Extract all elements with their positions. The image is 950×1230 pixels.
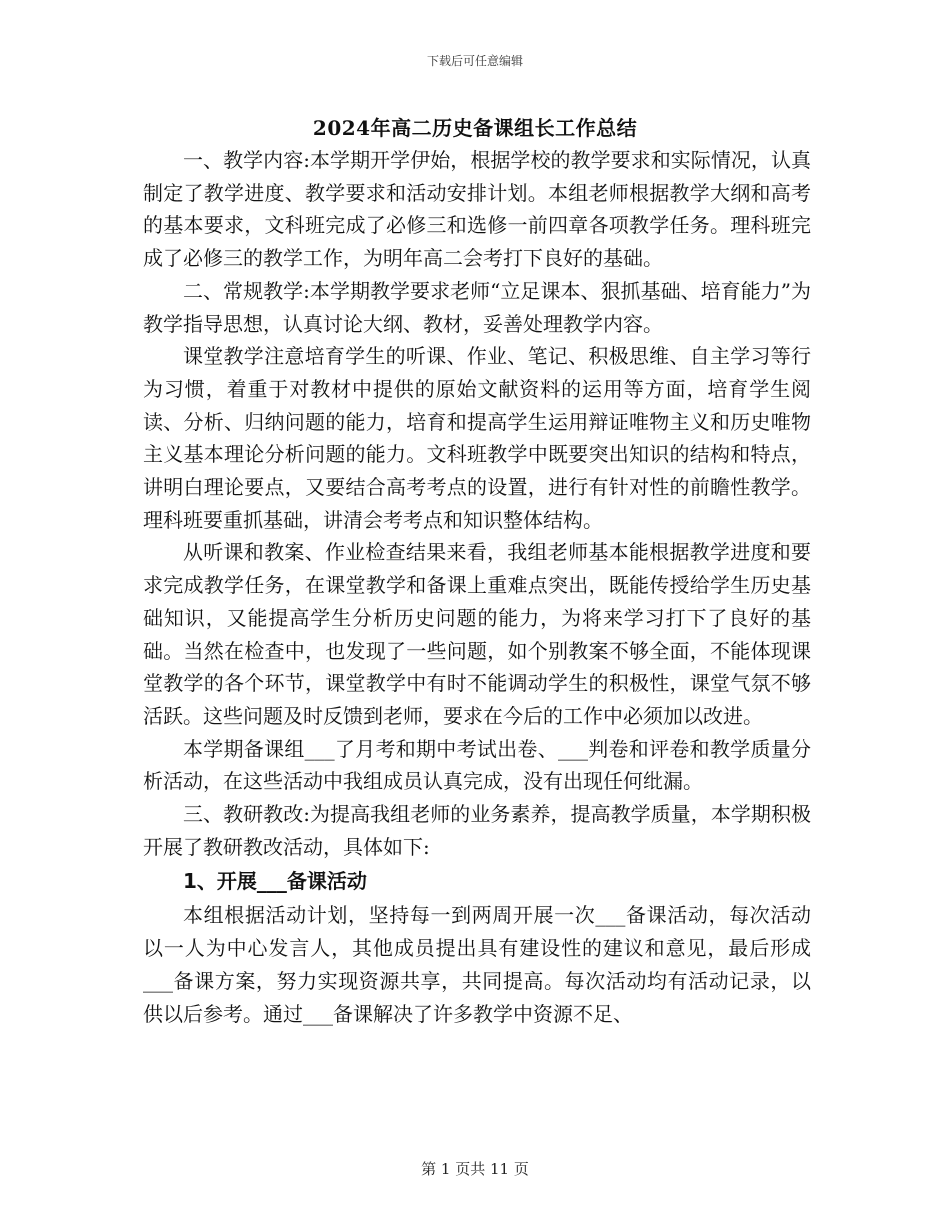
page-header-note: 下载后可任意编辑 xyxy=(426,54,523,68)
paragraph-inspection-results: 从听课和教案、作业检查结果来看，我组老师基本能根据教学进度和要求完成教学任务，在课堂教学和备课上重难点突出，既能传授给学生历史基础知识，又能提高学生分析历史问题的能力，为将来学习打下了良好的基础。当然在检查中，也发现了一些问题，如个别教案不够全面，不能体现课堂教学的各个环节，课堂教学中有时不能调动学生的积极性，课堂气氛不够活跃。这些问题及时反馈到老师，要求在今后的工作中必须加以改进。 xyxy=(143,540,811,728)
document-body xyxy=(143,144,811,1030)
paragraph-routine-teaching: 二、常规教学:本学期教学要求老师“立足课本、狠抓基础、培育能力”为教学指导思想，认真讨论大纲、教材，妥善处理教学内容。 xyxy=(143,278,811,336)
document-title: 2024年高二历史备课组长工作总结 xyxy=(312,116,638,140)
paragraph-exam-activities: 本学期备课组___了月考和期中考试出卷、___判卷和评卷和教学质量分析活动，在这些活动中我组成员认真完成，没有出现任何纰漏。 xyxy=(143,736,811,794)
paragraph-teaching-content: 一、教学内容:本学期开学伊始，根据学校的教学要求和实际情况，认真制定了教学进度、教学要求和活动安排计划。本组老师根据教学大纲和高考的基本要求，文科班完成了必修三和选修一前四章各项教学任务。理科班完成了必修三的教学工作，为明年高二会考打下良好的基础。 xyxy=(143,148,811,271)
page-number: 第 1 页共 11 页 xyxy=(421,1160,529,1178)
paragraph-research-reform: 三、教研教改:为提高我组老师的业务素养，提高教学质量，本学期积极开展了教研教改活动，具体如下: xyxy=(143,802,811,859)
section-subheading: 1、开展___备课活动 xyxy=(183,869,367,894)
paragraph-collective-prep: 本组根据活动计划，坚持每一到两周开展一次___备课活动，每次活动以一人为中心发言人，其他成员提出具有建设性的建议和意见，最后形成___备课方案，努力实现资源共享，共同提高。每次活动均有活动记录，以供以后参考。通过___备课解决了许多教学中资源不足、 xyxy=(143,903,811,1026)
paragraph-classroom-teaching: 课堂教学注意培育学生的听课、作业、笔记、积极思维、自主学习等行为习惯，着重于对教材中提供的原始文献资料的运用等方面，培育学生阅读、分析、归纳问题的能力，培育和提高学生运用辩证唯物主义和历史唯物主义基本理论分析问题的能力。文科班教学中既要突出知识的结构和特点，讲明白理论要点，又要结合高考考点的设置，进行有针对性的前瞻性教学。理科班要重抓基础，讲清会考考点和知识整体结构。 xyxy=(143,344,811,532)
